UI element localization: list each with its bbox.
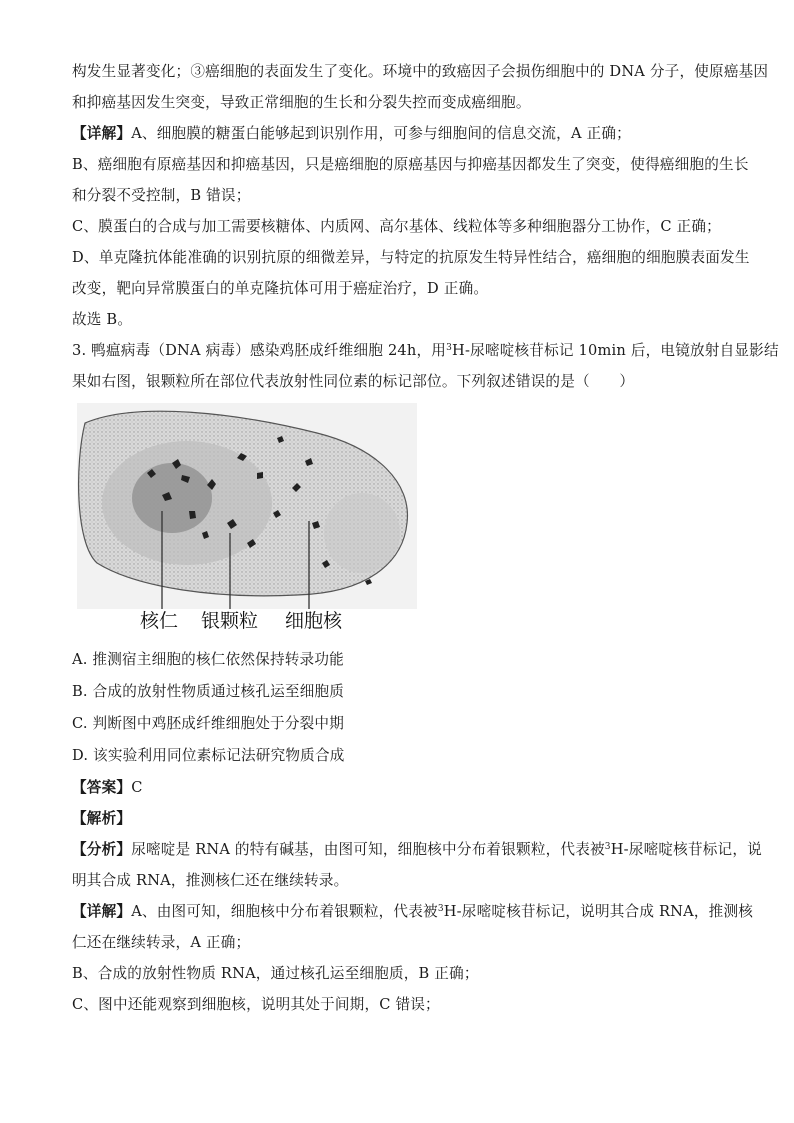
xiangjie-line-a2: 仁还在继续转录，A 正确； [72,934,251,951]
detail-tag: 【详解】 [72,125,132,142]
xj-text-b: H-尿嘧啶核苷标记，说明其合成 RNA，推测核 [443,903,754,920]
detail-line-d1: D、单克隆抗体能准确的识别抗原的细微差异，与特定的抗原发生特异性结合，癌细胞的细胞膜表面发生 [72,249,750,266]
fenxi-tag: 【分析】 [72,841,132,858]
xiangjie-tag: 【详解】 [72,903,132,920]
text-line: 和抑癌基因发生突变，导致正常细胞的生长和分裂失控而变成癌细胞。 [72,94,531,111]
option-d: D. 该实验利用同位素标记法研究物质合成 [72,747,345,764]
xj-text-a: A、由图可知，细胞核中分布着银颗粒，代表被 [131,903,438,920]
label-nucleolus: 核仁 [140,610,179,632]
xiangjie-line-c: C、图中还能观察到细胞核，说明其处于间期，C 错误； [72,996,440,1013]
fenxi-text-b: H-尿嘧啶核苷标记，说 [610,841,762,858]
detail-line-a [72,124,732,144]
fenxi-line-2: 明其合成 RNA，推测核仁还在继续转录。 [72,872,349,889]
detail-line-b1: B、癌细胞有原癌基因和抑癌基因，只是癌细胞的原癌基因与抑癌基因都发生了突变，使得癌细胞的生长 [72,156,749,173]
detail-a-text: A、细胞膜的糖蛋白能够起到识别作用，可参与细胞间的信息交流，A 正确； [131,125,631,142]
superscript: 3 [604,842,611,852]
q3-text-b: H-尿嘧啶核苷标记 10min 后，电镜放射自显影结 [452,342,779,359]
question-3-line-2: 果如右图，银颗粒所在部位代表放射性同位素的标记部位。下列叙述错误的是（ ） [72,373,635,390]
detail-line-d2: 改变，靶向异常膜蛋白的单克隆抗体可用于癌症治疗，D 正确。 [72,280,489,297]
detail-line-c: C、膜蛋白的合成与加工需要核糖体、内质网、高尔基体、线粒体等多种细胞器分工协作，C 正确； [72,218,721,235]
answer-line [72,778,732,798]
micrograph-figure [77,403,417,641]
option-a: A. 推测宿主细胞的核仁依然保持转录功能 [72,651,344,668]
document-page [72,62,779,1026]
analysis-heading: 【解析】 [72,810,132,827]
option-b: B. 合成的放射性物质通过核孔运至细胞质 [72,683,345,700]
superscript: 3 [437,904,444,914]
fenxi-line-1 [72,840,762,860]
option-c: C. 判断图中鸡胚成纤维细胞处于分裂中期 [72,715,345,732]
question-3-line-1 [72,341,779,361]
detail-line-b2: 和分裂不受控制，B 错误； [72,187,251,204]
superscript: 3 [446,343,453,353]
q3-text-a: 3. 鸭瘟病毒（DNA 病毒）感染鸡胚成纤维细胞 24h，用 [72,342,447,359]
xiangjie-line-b: B、合成的放射性物质 RNA，通过核孔运至细胞质，B 正确； [72,965,479,982]
label-nucleus: 细胞核 [285,610,343,632]
label-silver-grain: 银颗粒 [201,610,259,632]
choose-line: 故选 B。 [72,311,133,328]
answer-value: C [131,779,143,796]
answer-tag: 【答案】 [72,779,132,796]
xiangjie-line-a1 [72,902,754,922]
cell-micrograph [77,403,417,609]
text-line: 构发生显著变化；③癌细胞的表面发生了变化。环境中的致癌因子会损伤细胞中的 DNA 分子，使原癌基因 [72,63,769,80]
fenxi-text-a: 尿嘧啶是 RNA 的特有碱基，由图可知，细胞核中分布着银颗粒，代表被 [131,841,605,858]
